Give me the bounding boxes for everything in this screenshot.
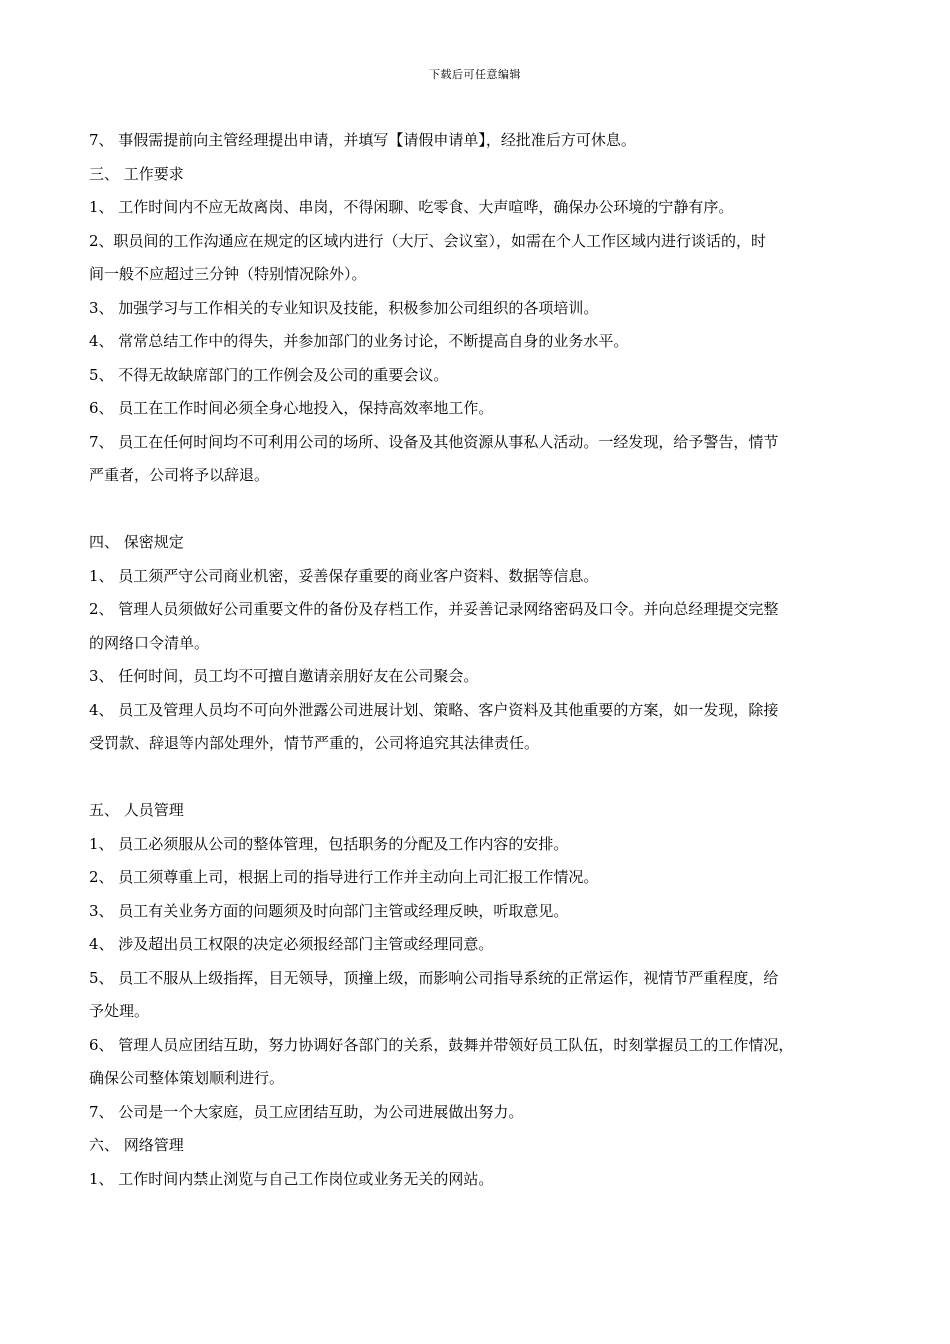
document-line: 1、 员工须严守公司商业机密，妥善保存重要的商业客户资料、数据等信息。 [89, 566, 599, 585]
document-line: 4、 涉及超出员工权限的决定必须报经部门主管或经理同意。 [89, 935, 494, 953]
document-line: 5、 不得无故缺席部门的工作例会及公司的重要会议。 [89, 365, 449, 384]
document-line: 间一般不应超过三分钟（特别情况除外）。 [89, 265, 367, 283]
document-line: 7、 员工在任何时间均不可利用公司的场所、设备及其他资源从事私人活动。一经发现，给予警告，情节 [89, 432, 779, 451]
document-line: 7、 事假需提前向主管经理提出申请，并填写【请假申请单】，经批准后方可休息。 [89, 131, 636, 149]
document-line: 确保公司整体策划顺利进行。 [89, 1069, 285, 1087]
document-line: 严重者，公司将予以辞退。 [89, 466, 270, 484]
document-line: 四、 保密规定 [89, 533, 184, 551]
document-line: 予处理。 [89, 1002, 150, 1020]
document-line: 6、 管理人员应团结互助，努力协调好各部门的关系，鼓舞并带领好员工队伍，时刻掌握员工的工作情况， [89, 1035, 794, 1054]
document-line: 3、 员工有关业务方面的问题须及时向部门主管或经理反映，听取意见。 [89, 901, 569, 920]
document-line: 2、职员间的工作沟通应在规定的区域内进行（大厅、会议室），如需在个人工作区域内进行谈话的，时 [89, 231, 767, 250]
document-line: 1、 工作时间内禁止浏览与自己工作岗位或业务无关的网站。 [89, 1169, 494, 1188]
document-line: 五、 人员管理 [89, 801, 184, 819]
document-line: 六、 网络管理 [89, 1136, 184, 1154]
document-line: 7、 公司是一个大家庭，员工应团结互助，为公司进展做出努力。 [89, 1102, 524, 1121]
document-body [89, 124, 864, 1196]
document-line: 4、 常常总结工作中的得失，并参加部门的业务讨论，不断提高自身的业务水平。 [89, 332, 629, 350]
document-line: 3、 任何时间，员工均不可擅自邀请亲朋好友在公司聚会。 [89, 667, 479, 685]
document-line: 1、 工作时间内不应无故离岗、串岗，不得闲聊、吃零食、大声喧哗，确保办公环境的宁静有序。 [89, 198, 734, 216]
document-line: 3、 加强学习与工作相关的专业知识及技能，积极参加公司组织的各项培训。 [89, 298, 599, 317]
document-line: 2、 管理人员须做好公司重要文件的备份及存档工作，并妥善记录网络密码及口令。并向总经理提交完整 [89, 600, 779, 618]
section-spacer [89, 493, 864, 527]
document-line: 6、 员工在工作时间必须全身心地投入，保持高效率地工作。 [89, 399, 494, 417]
page-header: 下载后可任意编辑 [429, 68, 521, 81]
document-line: 5、 员工不服从上级指挥，目无领导，顶撞上级，而影响公司指导系统的正常运作，视情节严重程度，给 [89, 968, 779, 987]
document-line: 1、 员工必须服从公司的整体管理，包括职务的分配及工作内容的安排。 [89, 834, 569, 853]
document-line: 三、 工作要求 [89, 164, 184, 183]
document-line: 受罚款、辞退等内部处理外，情节严重的，公司将追究其法律责任。 [89, 734, 540, 752]
document-line: 4、 员工及管理人员均不可向外泄露公司进展计划、策略、客户资料及其他重要的方案，如一发现，除接 [89, 700, 779, 719]
section-spacer [89, 761, 864, 795]
document-line: 2、 员工须尊重上司，根据上司的指导进行工作并主动向上司汇报工作情况。 [89, 868, 599, 886]
document-line: 的网络口令清单。 [89, 633, 210, 652]
